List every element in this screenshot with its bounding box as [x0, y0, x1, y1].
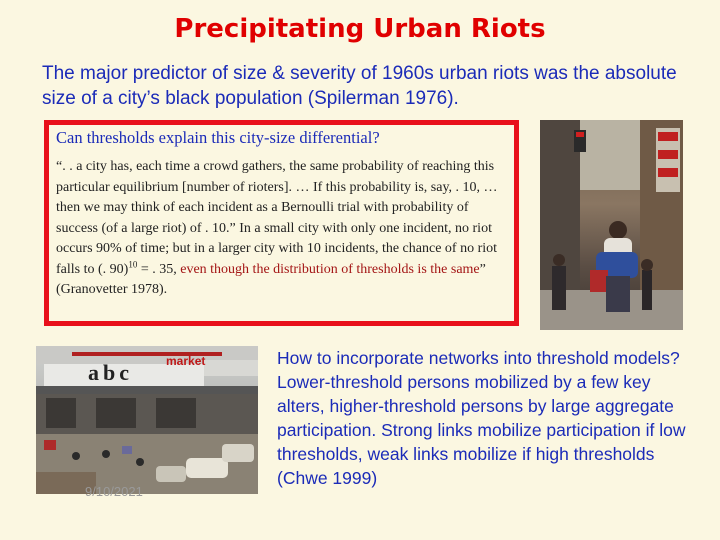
quote-citation: ” (Granovetter 1978). [56, 261, 486, 297]
quote-part-2: = . 35, [137, 261, 181, 277]
quote-box [44, 120, 519, 326]
market-damage-photo [36, 346, 258, 494]
quote-heading: Can thresholds explain this city-size differential? [56, 128, 380, 147]
slide-date: 9/10/2021 [85, 484, 143, 499]
quote-exponent: 10 [128, 258, 138, 269]
market-sign-word: market [166, 354, 206, 368]
quote-body [56, 157, 507, 301]
slide-title: Precipitating Urban Riots [174, 14, 546, 44]
network-threshold-text: How to incorporate networks into threshold models? Lower-threshold persons mobilized by a few key alters, higher-threshold persons by large aggregate participation. Strong links mobilize participation if low thresholds, weak links mobilize if high thresholds (Chwe 1999) [277, 348, 686, 488]
abc-sign-letters: abc [88, 360, 133, 385]
intro-text: The major predictor of size & severity of 1960s urban riots was the absolute size of a city’s black population (Spilerman 1976). [42, 63, 677, 109]
street-riot-illustration [540, 120, 683, 330]
quote-part-1: “. . a city has, each time a crowd gathers, the same probability of reaching this particular equilibrium [number of rioters]. … If this probability is, say, . 10, … then we may think of each incident as a Bernoulli trial with probability of success (of a large riot) of . 10.” In a small city with only one incident, no riot occurs 90% of time; but in a larger city with 10 incidents, the chance of no riot falls to (. 90) [56, 159, 498, 277]
abc-market-sign [46, 350, 216, 386]
street-riot-photo [540, 120, 683, 330]
quote-emphasis: even though the distribution of thresholds is the same [180, 261, 480, 277]
